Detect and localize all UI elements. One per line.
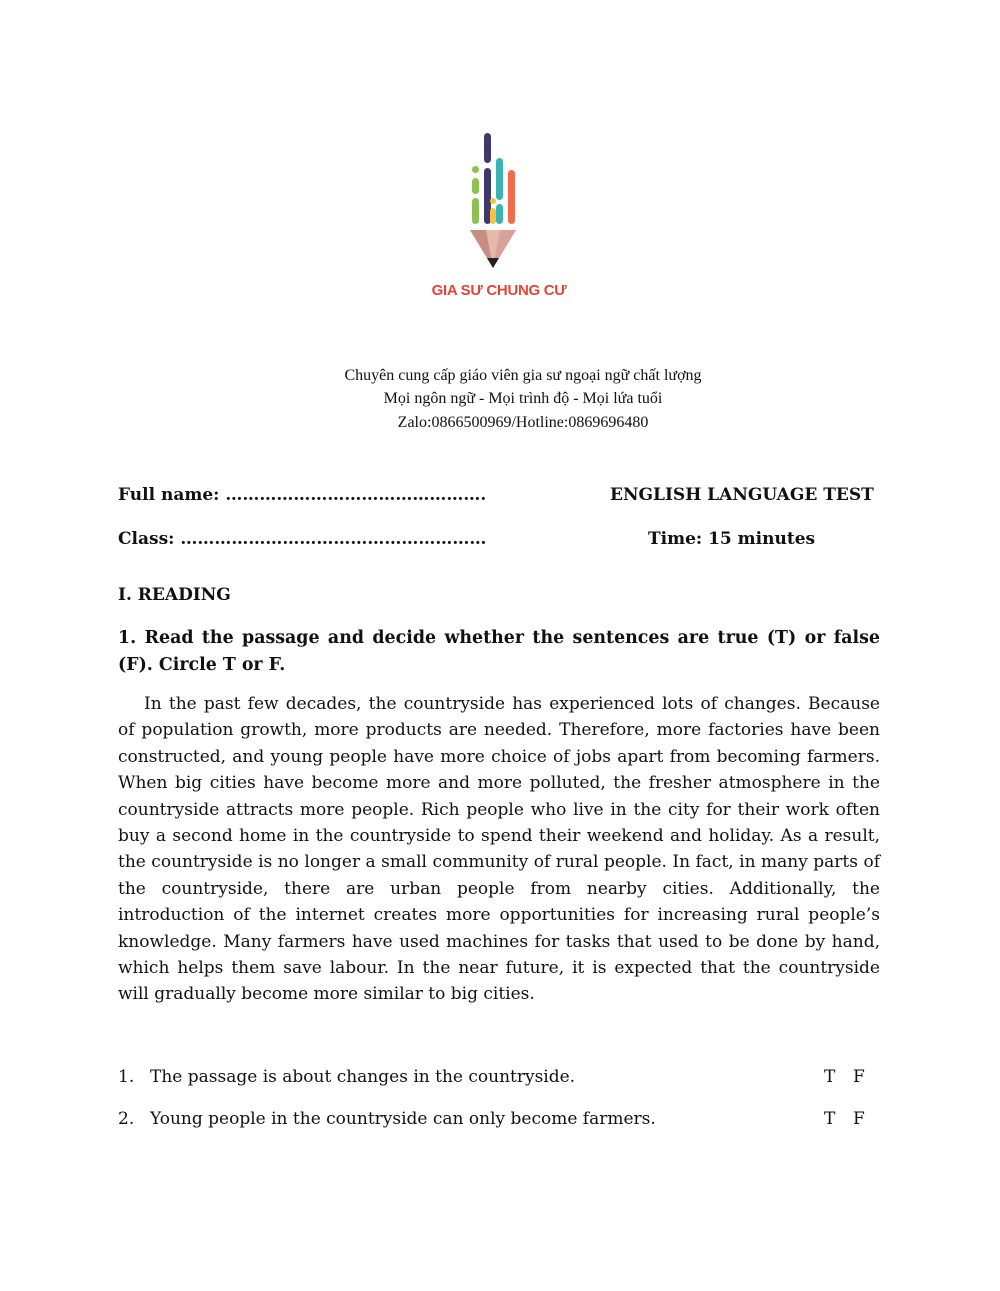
true-option[interactable]: T [824, 1067, 836, 1087]
question-text: Young people in the countryside can only become farmers. [150, 1109, 656, 1129]
tagline-levels: Mọi ngôn ngữ - Mọi trình độ - Mọi lứa tuổi [383, 390, 663, 407]
test-time: Time: 15 minutes [648, 529, 816, 549]
false-option[interactable]: F [853, 1109, 865, 1129]
question-number: 1. [118, 1067, 135, 1087]
section-title: I. READING [118, 585, 231, 605]
tagline-services: Chuyên cung cấp giáo viên gia sư ngoại ngữ chất lượng [344, 367, 702, 384]
logo [420, 128, 580, 318]
test-title: ENGLISH LANGUAGE TEST [610, 485, 874, 505]
class-field[interactable]: Class: ……………………………………………… [118, 529, 487, 549]
reading-passage: In the past few decades, the countryside has experienced lots of changes. Because of population growth, more products are needed. Therefore, more factories have been constructed, and young people have more choice of jobs apart from becoming farmers. When big cities have become more and more polluted, the fresher atmosphere in the countryside attracts more people. Rich people who live in the city for their work often buy a second home in the countryside to spend their weekend and holiday. As a result, the countryside is no longer a small community of rural people. In fact, in many parts of the countryside, there are urban people from nearby cities. Additionally, the introduction of the internet creates more opportunities for increasing rural people’s knowledge. Many farmers have used machines for tasks that used to be done by hand, which helps them save labour. In the near future, it is expected that the countryside will gradually become more similar to big cities. [118, 694, 880, 1005]
contact-info: Zalo:0866500969/Hotline:0869696480 [397, 414, 649, 431]
full-name-field[interactable]: Full name: ………………………………………. [118, 485, 487, 505]
question-text: The passage is about changes in the countryside. [150, 1067, 576, 1087]
logo-wordmark: GIA SƯ CHUNG CƯ [431, 282, 567, 299]
task-instruction: 1. Read the passage and decide whether the sentences are true (T) or false (F). Circle T or F. [118, 628, 880, 675]
pencil-logo-icon [456, 128, 546, 278]
question-number: 2. [118, 1109, 135, 1129]
false-option[interactable]: F [853, 1067, 865, 1087]
true-option[interactable]: T [824, 1109, 836, 1129]
